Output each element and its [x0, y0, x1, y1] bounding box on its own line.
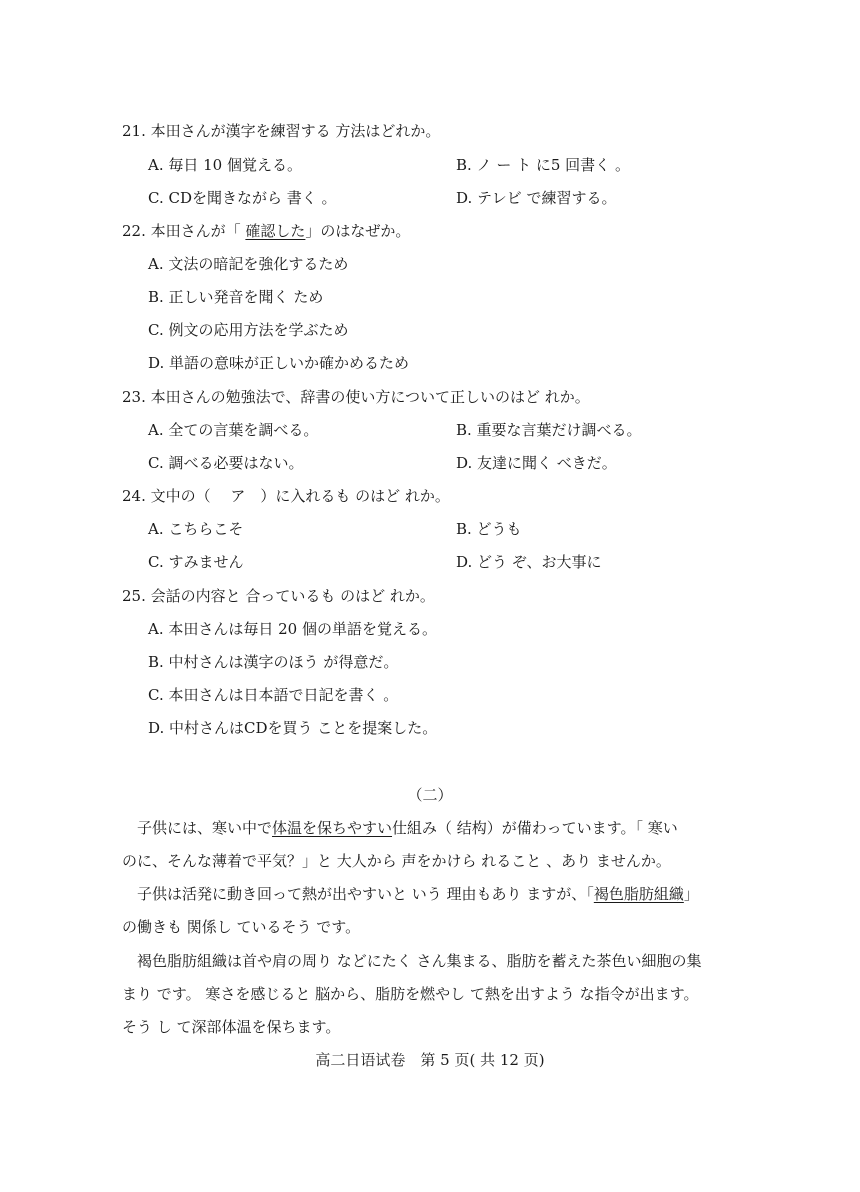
q21-option-b: B. ノ ー ト に5 回書く 。: [456, 156, 630, 174]
question-25-stem: 25. 会話の内容と 合っているも のはど れか。: [122, 587, 435, 605]
q21-option-d: D. テレビ で練習する。: [456, 189, 617, 207]
q23-option-c: C. 調べる必要はない。: [148, 454, 304, 472]
q24-option-d: D. どう ぞ、お大事に: [456, 553, 602, 571]
q24-option-c: C. すみません: [148, 553, 244, 571]
section-title: （二）: [407, 786, 453, 804]
question-21-stem: 21. 本田さんが漢字を練習する 方法はどれか。: [122, 122, 441, 140]
q25-option-c: C. 本田さんは日本語で日記を書く 。: [148, 686, 399, 704]
passage-p2-line2: の働きも 関係し ているそう です。: [122, 918, 361, 936]
p2-text-b: 」: [683, 885, 699, 903]
q21-option-a: A. 毎日 10 個覚える。: [148, 156, 302, 174]
passage-p2-line1: [122, 884, 750, 904]
q22-stem-suffix: 」のはなぜか。: [305, 222, 411, 240]
q23-option-a: A. 全ての言葉を調べる。: [148, 421, 319, 439]
q22-stem-prefix: 22. 本田さんが「: [122, 222, 246, 240]
question-23-stem: 23. 本田さんの勉強法で、辞書の使い方について正しいのはど れか。: [122, 388, 590, 406]
q24-option-a: A. こちらこそ: [148, 520, 244, 538]
q22-option-c: C. 例文の応用方法を学ぶため: [148, 321, 349, 339]
q22-option-d: D. 単語の意味が正しいか確かめるため: [148, 354, 410, 372]
q21-option-c: C. CDを聞きながら 書く 。: [148, 189, 337, 207]
p1-text-b: 仕組み（ 结构）が備わっています。「 寒い: [392, 819, 678, 837]
q22-underlined-term: 確認した: [245, 222, 306, 240]
p2-text-a: 子供は活発に動き回って熱が出やすいと いう 理由もあり ますが、「: [137, 885, 594, 903]
q25-option-d: D. 中村さんはCDを買う ことを提案した。: [148, 719, 438, 737]
question-24-stem: 24. 文中の（ ア ）に入れるも のはど れか。: [122, 487, 450, 505]
passage-p3-line3: そう し て深部体温を保ちます。: [122, 1018, 341, 1036]
q22-option-a: A. 文法の暗記を強化するため: [148, 255, 349, 273]
passage-p3-line1: 褐色脂肪組織は首や肩の周り などにたく さん集まる、脂肪を蓄えた茶色い細胞の集: [137, 952, 702, 970]
q23-option-d: D. 友達に聞く べきだ。: [456, 454, 617, 472]
p2-underlined-term: 褐色脂肪組織: [593, 885, 684, 903]
passage-p3-line2: まり です。 寒さを感じると 脳から、脂肪を燃やし て熱を出すよう な指令が出ます。: [122, 985, 699, 1003]
q22-option-b: B. 正しい発音を聞く ため: [148, 288, 324, 306]
q25-option-b: B. 中村さんは漢字のほう が得意だ。: [148, 653, 399, 671]
question-22-stem: [122, 221, 410, 241]
q25-option-a: A. 本田さんは毎日 20 個の単語を覚える。: [148, 620, 437, 638]
p1-text-a: 子供には、寒い中で: [137, 819, 273, 837]
q24-option-b: B. どうも: [456, 520, 522, 538]
passage-p1-line2: のに、そんな薄着で平気？」と 大人から 声をかけら れること 、あり ませんか。: [122, 852, 671, 870]
passage-p1-line1: [122, 818, 750, 838]
page-footer: 高二日语试卷 第 5 页( 共 12 页): [315, 1051, 545, 1069]
p1-underlined-phrase: 体温を保ちやすい: [272, 819, 393, 837]
q23-option-b: B. 重要な言葉だけ調べる。: [456, 421, 642, 439]
